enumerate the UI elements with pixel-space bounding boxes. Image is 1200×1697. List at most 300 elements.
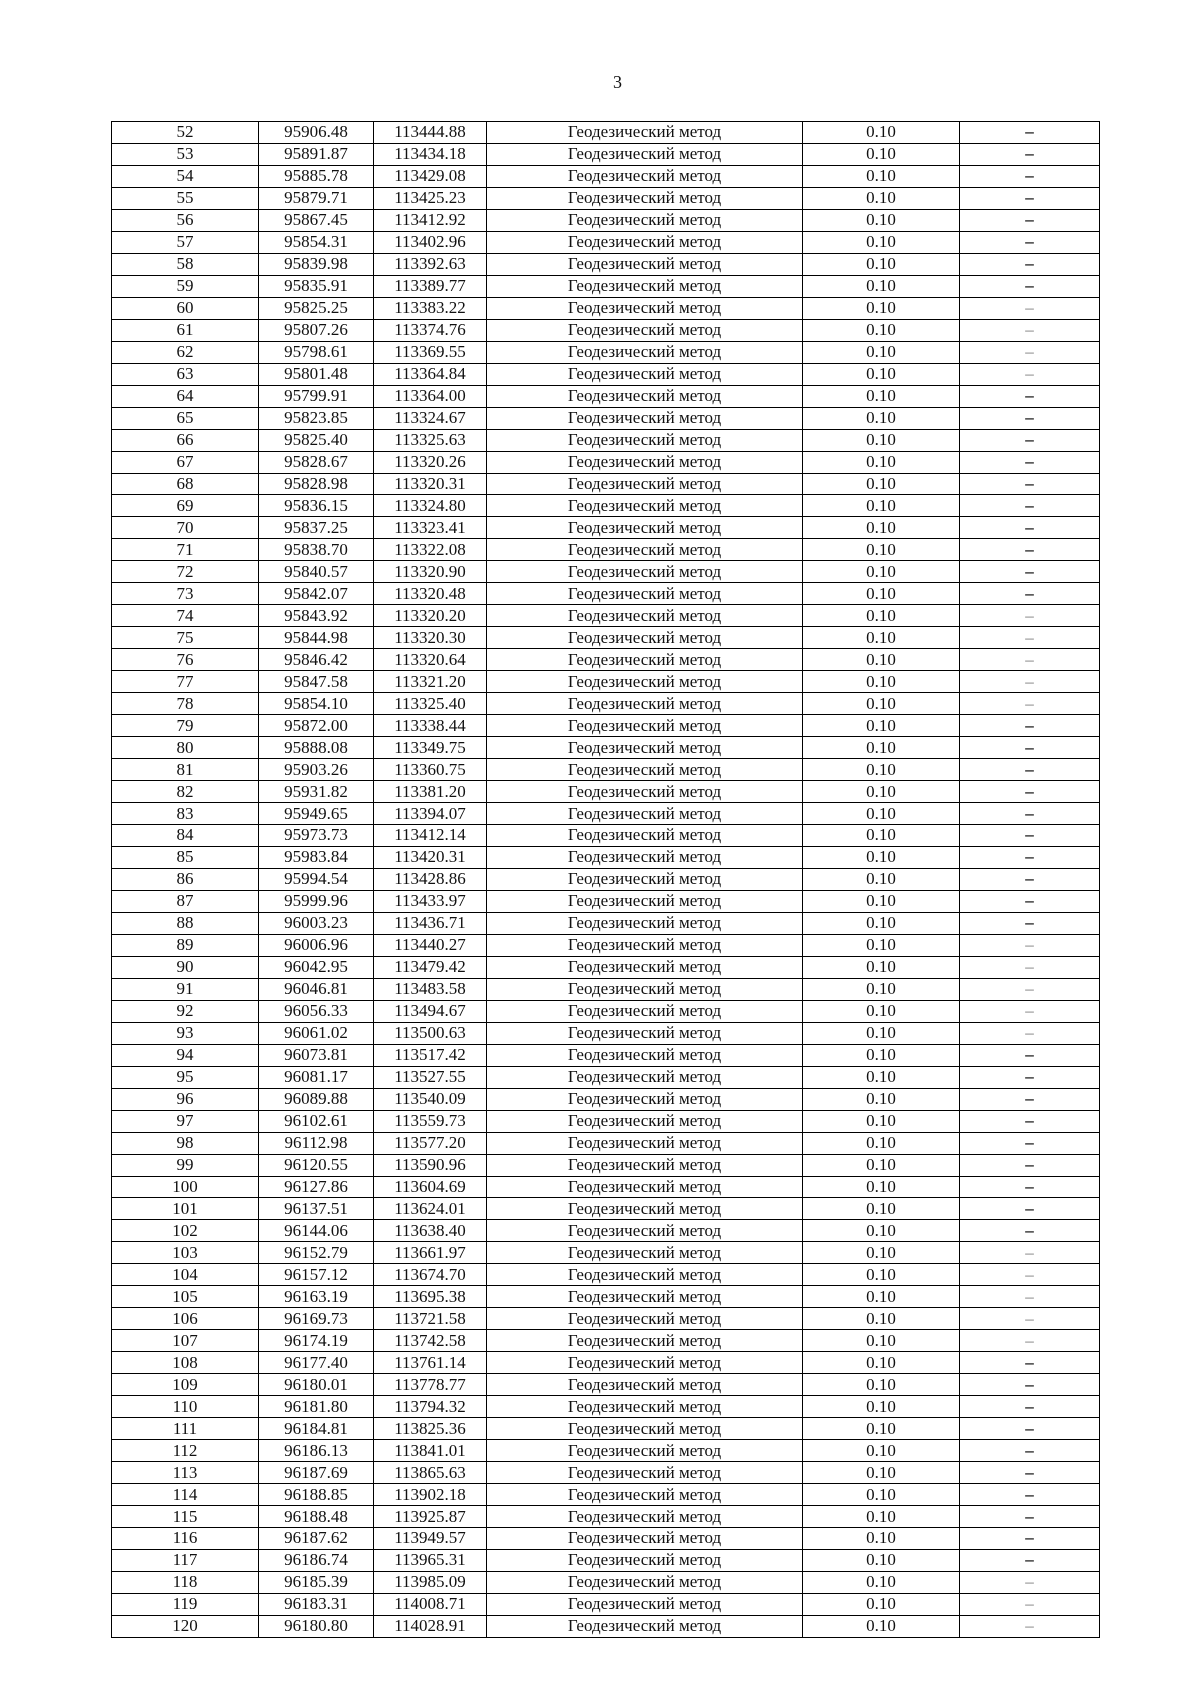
x-coordinate-cell: 95931.82 bbox=[259, 781, 374, 803]
description-cell bbox=[960, 473, 1100, 495]
dash-mark: – bbox=[1025, 1528, 1034, 1548]
description-cell bbox=[960, 1110, 1100, 1132]
method-cell: Геодезический метод bbox=[487, 978, 803, 1000]
table-row bbox=[112, 715, 1100, 737]
y-coordinate-cell: 113428.86 bbox=[374, 868, 487, 890]
method-cell: Геодезический метод bbox=[487, 868, 803, 890]
table-row bbox=[112, 1066, 1100, 1088]
description-cell bbox=[960, 605, 1100, 627]
accuracy-cell: 0.10 bbox=[803, 1571, 960, 1593]
y-coordinate-cell: 113794.32 bbox=[374, 1396, 487, 1418]
point-number-cell: 70 bbox=[112, 517, 259, 539]
table-row bbox=[112, 122, 1100, 144]
method-cell: Геодезический метод bbox=[487, 1066, 803, 1088]
point-number-cell: 55 bbox=[112, 187, 259, 209]
point-number-cell: 74 bbox=[112, 605, 259, 627]
accuracy-cell: 0.10 bbox=[803, 122, 960, 144]
table-row bbox=[112, 165, 1100, 187]
x-coordinate-cell: 95885.78 bbox=[259, 165, 374, 187]
table-row bbox=[112, 956, 1100, 978]
method-cell: Геодезический метод bbox=[487, 671, 803, 693]
point-number-cell: 117 bbox=[112, 1549, 259, 1571]
x-coordinate-cell: 96180.80 bbox=[259, 1615, 374, 1637]
description-cell bbox=[960, 1571, 1100, 1593]
table-row bbox=[112, 275, 1100, 297]
point-number-cell: 113 bbox=[112, 1462, 259, 1484]
table-row bbox=[112, 297, 1100, 319]
description-cell bbox=[960, 1528, 1100, 1550]
accuracy-cell: 0.10 bbox=[803, 385, 960, 407]
x-coordinate-cell: 95891.87 bbox=[259, 143, 374, 165]
point-number-cell: 66 bbox=[112, 429, 259, 451]
point-number-cell: 114 bbox=[112, 1484, 259, 1506]
table-row bbox=[112, 583, 1100, 605]
y-coordinate-cell: 113721.58 bbox=[374, 1308, 487, 1330]
dash-mark: – bbox=[1025, 320, 1034, 340]
method-cell: Геодезический метод bbox=[487, 122, 803, 144]
table-row bbox=[112, 341, 1100, 363]
description-cell bbox=[960, 1374, 1100, 1396]
description-cell bbox=[960, 1352, 1100, 1374]
method-cell: Геодезический метод bbox=[487, 934, 803, 956]
x-coordinate-cell: 95844.98 bbox=[259, 627, 374, 649]
table-row bbox=[112, 1462, 1100, 1484]
x-coordinate-cell: 95973.73 bbox=[259, 825, 374, 847]
table-row bbox=[112, 1132, 1100, 1154]
dash-mark: – bbox=[1025, 188, 1034, 208]
accuracy-cell: 0.10 bbox=[803, 1176, 960, 1198]
x-coordinate-cell: 96137.51 bbox=[259, 1198, 374, 1220]
x-coordinate-cell: 96157.12 bbox=[259, 1264, 374, 1286]
accuracy-cell: 0.10 bbox=[803, 1462, 960, 1484]
method-cell: Геодезический метод bbox=[487, 187, 803, 209]
y-coordinate-cell: 113527.55 bbox=[374, 1066, 487, 1088]
y-coordinate-cell: 113383.22 bbox=[374, 297, 487, 319]
dash-mark: – bbox=[1025, 693, 1034, 713]
table-row bbox=[112, 1308, 1100, 1330]
table-row bbox=[112, 1088, 1100, 1110]
description-cell bbox=[960, 1506, 1100, 1528]
x-coordinate-cell: 96169.73 bbox=[259, 1308, 374, 1330]
method-cell: Геодезический метод bbox=[487, 1462, 803, 1484]
dash-mark: – bbox=[1025, 583, 1034, 603]
y-coordinate-cell: 113841.01 bbox=[374, 1440, 487, 1462]
dash-mark: – bbox=[1025, 869, 1034, 889]
point-number-cell: 120 bbox=[112, 1615, 259, 1637]
x-coordinate-cell: 95867.45 bbox=[259, 209, 374, 231]
point-number-cell: 82 bbox=[112, 781, 259, 803]
y-coordinate-cell: 113590.96 bbox=[374, 1154, 487, 1176]
y-coordinate-cell: 113624.01 bbox=[374, 1198, 487, 1220]
method-cell: Геодезический метод bbox=[487, 363, 803, 385]
table-row bbox=[112, 1593, 1100, 1615]
method-cell: Геодезический метод bbox=[487, 561, 803, 583]
table-row bbox=[112, 759, 1100, 781]
table-row bbox=[112, 1000, 1100, 1022]
page-number: 3 bbox=[613, 72, 622, 92]
description-cell bbox=[960, 1242, 1100, 1264]
y-coordinate-cell: 113374.76 bbox=[374, 319, 487, 341]
table-row bbox=[112, 495, 1100, 517]
method-cell: Геодезический метод bbox=[487, 1110, 803, 1132]
point-number-cell: 118 bbox=[112, 1571, 259, 1593]
method-cell: Геодезический метод bbox=[487, 1198, 803, 1220]
table-row bbox=[112, 1506, 1100, 1528]
y-coordinate-cell: 113778.77 bbox=[374, 1374, 487, 1396]
table-row bbox=[112, 319, 1100, 341]
y-coordinate-cell: 113540.09 bbox=[374, 1088, 487, 1110]
y-coordinate-cell: 113322.08 bbox=[374, 539, 487, 561]
description-cell bbox=[960, 1088, 1100, 1110]
description-cell bbox=[960, 934, 1100, 956]
x-coordinate-cell: 95854.31 bbox=[259, 231, 374, 253]
x-coordinate-cell: 96042.95 bbox=[259, 956, 374, 978]
method-cell: Геодезический метод bbox=[487, 1242, 803, 1264]
description-cell bbox=[960, 1615, 1100, 1637]
method-cell: Геодезический метод bbox=[487, 1374, 803, 1396]
method-cell: Геодезический метод bbox=[487, 737, 803, 759]
dash-mark: – bbox=[1025, 1396, 1034, 1416]
x-coordinate-cell: 95994.54 bbox=[259, 868, 374, 890]
point-number-cell: 112 bbox=[112, 1440, 259, 1462]
table-row bbox=[112, 363, 1100, 385]
y-coordinate-cell: 113320.30 bbox=[374, 627, 487, 649]
coordinates-table bbox=[111, 121, 1100, 1638]
description-cell bbox=[960, 187, 1100, 209]
method-cell: Геодезический метод bbox=[487, 165, 803, 187]
accuracy-cell: 0.10 bbox=[803, 1615, 960, 1637]
y-coordinate-cell: 113638.40 bbox=[374, 1220, 487, 1242]
method-cell: Геодезический метод bbox=[487, 473, 803, 495]
description-cell bbox=[960, 846, 1100, 868]
x-coordinate-cell: 96046.81 bbox=[259, 978, 374, 1000]
method-cell: Геодезический метод bbox=[487, 890, 803, 912]
accuracy-cell: 0.10 bbox=[803, 1220, 960, 1242]
dash-mark: – bbox=[1025, 803, 1034, 823]
y-coordinate-cell: 113412.14 bbox=[374, 825, 487, 847]
method-cell: Геодезический метод bbox=[487, 803, 803, 825]
dash-mark: – bbox=[1025, 408, 1034, 428]
method-cell: Геодезический метод bbox=[487, 407, 803, 429]
point-number-cell: 96 bbox=[112, 1088, 259, 1110]
accuracy-cell: 0.10 bbox=[803, 1528, 960, 1550]
y-coordinate-cell: 113320.31 bbox=[374, 473, 487, 495]
description-cell bbox=[960, 1396, 1100, 1418]
point-number-cell: 59 bbox=[112, 275, 259, 297]
description-cell bbox=[960, 561, 1100, 583]
table-row bbox=[112, 825, 1100, 847]
method-cell: Геодезический метод bbox=[487, 1506, 803, 1528]
table-row bbox=[112, 429, 1100, 451]
description-cell bbox=[960, 275, 1100, 297]
x-coordinate-cell: 96112.98 bbox=[259, 1132, 374, 1154]
dash-mark: – bbox=[1025, 1440, 1034, 1460]
accuracy-cell: 0.10 bbox=[803, 451, 960, 473]
dash-mark: – bbox=[1025, 539, 1034, 559]
table-row bbox=[112, 1110, 1100, 1132]
table-row bbox=[112, 1154, 1100, 1176]
accuracy-cell: 0.10 bbox=[803, 671, 960, 693]
x-coordinate-cell: 95906.48 bbox=[259, 122, 374, 144]
point-number-cell: 60 bbox=[112, 297, 259, 319]
accuracy-cell: 0.10 bbox=[803, 495, 960, 517]
x-coordinate-cell: 96056.33 bbox=[259, 1000, 374, 1022]
accuracy-cell: 0.10 bbox=[803, 868, 960, 890]
description-cell bbox=[960, 1198, 1100, 1220]
y-coordinate-cell: 113985.09 bbox=[374, 1571, 487, 1593]
y-coordinate-cell: 113392.63 bbox=[374, 253, 487, 275]
description-cell bbox=[960, 825, 1100, 847]
method-cell: Геодезический метод bbox=[487, 231, 803, 253]
description-cell bbox=[960, 868, 1100, 890]
y-coordinate-cell: 113434.18 bbox=[374, 143, 487, 165]
y-coordinate-cell: 114028.91 bbox=[374, 1615, 487, 1637]
point-number-cell: 119 bbox=[112, 1593, 259, 1615]
dash-mark: – bbox=[1025, 561, 1034, 581]
accuracy-cell: 0.10 bbox=[803, 253, 960, 275]
table-row bbox=[112, 1242, 1100, 1264]
description-cell bbox=[960, 912, 1100, 934]
dash-mark: – bbox=[1025, 781, 1034, 801]
method-cell: Геодезический метод bbox=[487, 781, 803, 803]
x-coordinate-cell: 96177.40 bbox=[259, 1352, 374, 1374]
method-cell: Геодезический метод bbox=[487, 1528, 803, 1550]
method-cell: Геодезический метод bbox=[487, 1396, 803, 1418]
x-coordinate-cell: 95825.25 bbox=[259, 297, 374, 319]
table-row bbox=[112, 1528, 1100, 1550]
dash-mark: – bbox=[1025, 979, 1034, 999]
method-cell: Геодезический метод bbox=[487, 583, 803, 605]
point-number-cell: 98 bbox=[112, 1132, 259, 1154]
description-cell bbox=[960, 143, 1100, 165]
method-cell: Геодезический метод bbox=[487, 649, 803, 671]
point-number-cell: 100 bbox=[112, 1176, 259, 1198]
method-cell: Геодезический метод bbox=[487, 143, 803, 165]
accuracy-cell: 0.10 bbox=[803, 1066, 960, 1088]
method-cell: Геодезический метод bbox=[487, 1176, 803, 1198]
y-coordinate-cell: 113412.92 bbox=[374, 209, 487, 231]
method-cell: Геодезический метод bbox=[487, 429, 803, 451]
description-cell bbox=[960, 627, 1100, 649]
method-cell: Геодезический метод bbox=[487, 297, 803, 319]
point-number-cell: 73 bbox=[112, 583, 259, 605]
table-row bbox=[112, 912, 1100, 934]
dash-mark: – bbox=[1025, 210, 1034, 230]
point-number-cell: 94 bbox=[112, 1044, 259, 1066]
point-number-cell: 108 bbox=[112, 1352, 259, 1374]
method-cell: Геодезический метод bbox=[487, 209, 803, 231]
point-number-cell: 80 bbox=[112, 737, 259, 759]
description-cell bbox=[960, 122, 1100, 144]
y-coordinate-cell: 113483.58 bbox=[374, 978, 487, 1000]
y-coordinate-cell: 113494.67 bbox=[374, 1000, 487, 1022]
x-coordinate-cell: 95846.42 bbox=[259, 649, 374, 671]
method-cell: Геодезический метод bbox=[487, 1593, 803, 1615]
accuracy-cell: 0.10 bbox=[803, 1593, 960, 1615]
dash-mark: – bbox=[1025, 891, 1034, 911]
dash-mark: – bbox=[1025, 649, 1034, 669]
accuracy-cell: 0.10 bbox=[803, 1132, 960, 1154]
y-coordinate-cell: 113604.69 bbox=[374, 1176, 487, 1198]
accuracy-cell: 0.10 bbox=[803, 890, 960, 912]
x-coordinate-cell: 95828.98 bbox=[259, 473, 374, 495]
y-coordinate-cell: 113402.96 bbox=[374, 231, 487, 253]
x-coordinate-cell: 95999.96 bbox=[259, 890, 374, 912]
x-coordinate-cell: 96144.06 bbox=[259, 1220, 374, 1242]
accuracy-cell: 0.10 bbox=[803, 341, 960, 363]
description-cell bbox=[960, 1593, 1100, 1615]
dash-mark: – bbox=[1025, 1484, 1034, 1504]
y-coordinate-cell: 113433.97 bbox=[374, 890, 487, 912]
point-number-cell: 87 bbox=[112, 890, 259, 912]
method-cell: Геодезический метод bbox=[487, 1044, 803, 1066]
point-number-cell: 105 bbox=[112, 1286, 259, 1308]
dash-mark: – bbox=[1025, 1418, 1034, 1438]
y-coordinate-cell: 113364.00 bbox=[374, 385, 487, 407]
y-coordinate-cell: 113320.90 bbox=[374, 561, 487, 583]
description-cell bbox=[960, 1220, 1100, 1242]
description-cell bbox=[960, 165, 1100, 187]
table-row bbox=[112, 1549, 1100, 1571]
method-cell: Геодезический метод bbox=[487, 1022, 803, 1044]
point-number-cell: 57 bbox=[112, 231, 259, 253]
method-cell: Геодезический метод bbox=[487, 1132, 803, 1154]
method-cell: Геодезический метод bbox=[487, 956, 803, 978]
dash-mark: – bbox=[1025, 1616, 1034, 1636]
accuracy-cell: 0.10 bbox=[803, 1484, 960, 1506]
dash-mark: – bbox=[1025, 627, 1034, 647]
dash-mark: – bbox=[1025, 847, 1034, 867]
x-coordinate-cell: 95807.26 bbox=[259, 319, 374, 341]
y-coordinate-cell: 113324.67 bbox=[374, 407, 487, 429]
accuracy-cell: 0.10 bbox=[803, 407, 960, 429]
description-cell bbox=[960, 1044, 1100, 1066]
point-number-cell: 85 bbox=[112, 846, 259, 868]
x-coordinate-cell: 95903.26 bbox=[259, 759, 374, 781]
table-row bbox=[112, 451, 1100, 473]
method-cell: Геодезический метод bbox=[487, 1484, 803, 1506]
accuracy-cell: 0.10 bbox=[803, 539, 960, 561]
x-coordinate-cell: 95799.91 bbox=[259, 385, 374, 407]
method-cell: Геодезический метод bbox=[487, 1286, 803, 1308]
accuracy-cell: 0.10 bbox=[803, 1440, 960, 1462]
accuracy-cell: 0.10 bbox=[803, 1418, 960, 1440]
accuracy-cell: 0.10 bbox=[803, 1110, 960, 1132]
method-cell: Геодезический метод bbox=[487, 825, 803, 847]
accuracy-cell: 0.10 bbox=[803, 956, 960, 978]
description-cell bbox=[960, 209, 1100, 231]
dash-mark: – bbox=[1025, 1550, 1034, 1570]
accuracy-cell: 0.10 bbox=[803, 1242, 960, 1264]
point-number-cell: 54 bbox=[112, 165, 259, 187]
accuracy-cell: 0.10 bbox=[803, 1396, 960, 1418]
table-row bbox=[112, 1220, 1100, 1242]
dash-mark: – bbox=[1025, 1572, 1034, 1592]
description-cell bbox=[960, 649, 1100, 671]
x-coordinate-cell: 96174.19 bbox=[259, 1330, 374, 1352]
point-number-cell: 106 bbox=[112, 1308, 259, 1330]
table-row bbox=[112, 209, 1100, 231]
dash-mark: – bbox=[1025, 1506, 1034, 1526]
x-coordinate-cell: 95828.67 bbox=[259, 451, 374, 473]
point-number-cell: 115 bbox=[112, 1506, 259, 1528]
table-row bbox=[112, 1484, 1100, 1506]
point-number-cell: 101 bbox=[112, 1198, 259, 1220]
dash-mark: – bbox=[1025, 1155, 1034, 1175]
y-coordinate-cell: 113479.42 bbox=[374, 956, 487, 978]
dash-mark: – bbox=[1025, 1374, 1034, 1394]
accuracy-cell: 0.10 bbox=[803, 561, 960, 583]
y-coordinate-cell: 113320.26 bbox=[374, 451, 487, 473]
table-row bbox=[112, 1374, 1100, 1396]
x-coordinate-cell: 96186.13 bbox=[259, 1440, 374, 1462]
method-cell: Геодезический метод bbox=[487, 539, 803, 561]
accuracy-cell: 0.10 bbox=[803, 1000, 960, 1022]
table-row bbox=[112, 539, 1100, 561]
accuracy-cell: 0.10 bbox=[803, 143, 960, 165]
x-coordinate-cell: 96006.96 bbox=[259, 934, 374, 956]
accuracy-cell: 0.10 bbox=[803, 912, 960, 934]
x-coordinate-cell: 95872.00 bbox=[259, 715, 374, 737]
accuracy-cell: 0.10 bbox=[803, 1198, 960, 1220]
y-coordinate-cell: 113320.20 bbox=[374, 605, 487, 627]
table-row bbox=[112, 1044, 1100, 1066]
dash-mark: – bbox=[1025, 737, 1034, 757]
y-coordinate-cell: 113325.40 bbox=[374, 693, 487, 715]
method-cell: Геодезический метод bbox=[487, 1571, 803, 1593]
y-coordinate-cell: 113323.41 bbox=[374, 517, 487, 539]
point-number-cell: 67 bbox=[112, 451, 259, 473]
x-coordinate-cell: 95854.10 bbox=[259, 693, 374, 715]
y-coordinate-cell: 113429.08 bbox=[374, 165, 487, 187]
dash-mark: – bbox=[1025, 1330, 1034, 1350]
accuracy-cell: 0.10 bbox=[803, 1549, 960, 1571]
table-row bbox=[112, 561, 1100, 583]
point-number-cell: 75 bbox=[112, 627, 259, 649]
description-cell bbox=[960, 671, 1100, 693]
dash-mark: – bbox=[1025, 452, 1034, 472]
x-coordinate-cell: 96186.74 bbox=[259, 1549, 374, 1571]
accuracy-cell: 0.10 bbox=[803, 363, 960, 385]
table-row bbox=[112, 627, 1100, 649]
x-coordinate-cell: 96180.01 bbox=[259, 1374, 374, 1396]
x-coordinate-cell: 95949.65 bbox=[259, 803, 374, 825]
description-cell bbox=[960, 385, 1100, 407]
table-row bbox=[112, 407, 1100, 429]
description-cell bbox=[960, 803, 1100, 825]
accuracy-cell: 0.10 bbox=[803, 737, 960, 759]
y-coordinate-cell: 113949.57 bbox=[374, 1528, 487, 1550]
description-cell bbox=[960, 583, 1100, 605]
point-number-cell: 53 bbox=[112, 143, 259, 165]
description-cell bbox=[960, 253, 1100, 275]
dash-mark: – bbox=[1025, 825, 1034, 845]
point-number-cell: 62 bbox=[112, 341, 259, 363]
point-number-cell: 109 bbox=[112, 1374, 259, 1396]
y-coordinate-cell: 113364.84 bbox=[374, 363, 487, 385]
accuracy-cell: 0.10 bbox=[803, 1044, 960, 1066]
accuracy-cell: 0.10 bbox=[803, 781, 960, 803]
point-number-cell: 86 bbox=[112, 868, 259, 890]
point-number-cell: 81 bbox=[112, 759, 259, 781]
x-coordinate-cell: 95843.92 bbox=[259, 605, 374, 627]
table-row bbox=[112, 517, 1100, 539]
description-cell bbox=[960, 539, 1100, 561]
point-number-cell: 102 bbox=[112, 1220, 259, 1242]
method-cell: Геодезический метод bbox=[487, 1440, 803, 1462]
table-row bbox=[112, 803, 1100, 825]
table-row bbox=[112, 1352, 1100, 1374]
